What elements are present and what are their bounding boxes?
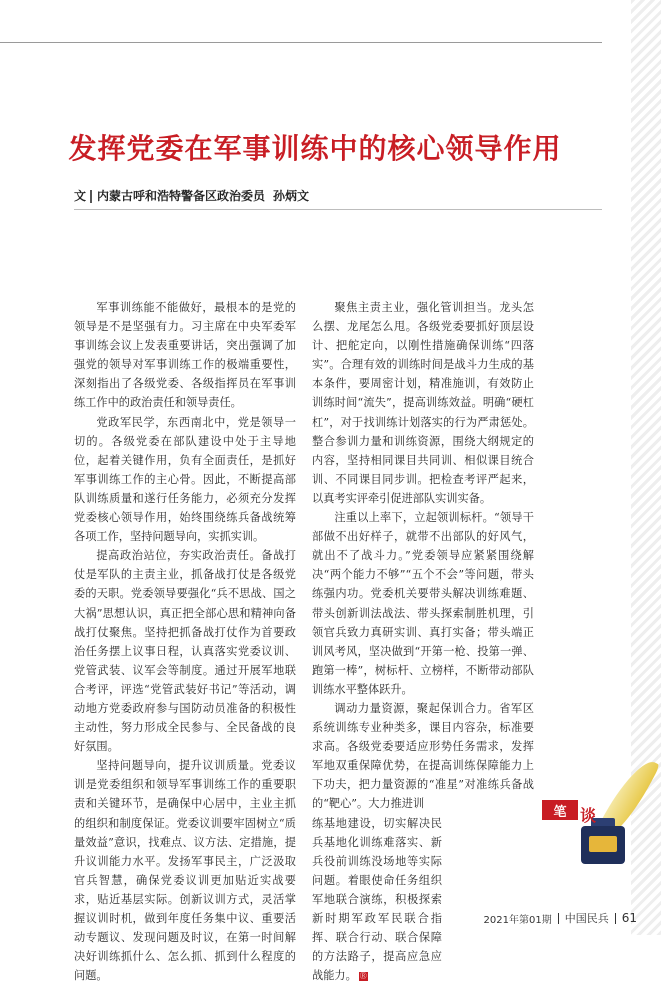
inkwell-label [589,836,617,852]
byline-marker: 文 [74,190,92,203]
author-name: 孙炳文 [273,189,310,203]
end-mark-icon: Ⓡ [359,972,367,981]
footer-divider [558,913,559,924]
badge-char-tan: 谈 [580,806,597,825]
paragraph-tail: 练基地建设，切实解决民兵基地化训练难落实、新兵役前训练没场地等实际问题。着眼使命任务组织军地联合演练，积极探索新时期军政军民联合指挥、联合行动、联合保障的方法路子，提高应急应战能力。 [312,816,442,983]
top-rule [0,42,602,43]
paragraph-continued [312,814,442,985]
page-footer [484,910,637,926]
magazine-name: 中国民兵 [564,912,609,925]
paragraph: 党政军民学，东西南北中，党是领导一切的。各级党委在部队建设中处于主导地位，起着关键作用，负有全面责任，是抓好军事训练工作的主心骨。因此，不断提高部队训练质量和遂行任务能力，必须充分发挥党委核心领导作用，始终围绕练兵备战统筹各项工作，坚持问题导向，实抓实训。 [74,415,296,544]
paragraph: 聚焦主责主业，强化管训担当。龙头怎么摆、龙尾怎么甩。各级党委要抓好顶层设计、把舵定向，以刚性措施确保训练“四落实”。合理有效的训练时间是战斗力生成的基本条件，要周密计划，精准施训，有效防止训练时间“流失”，提高训练效益。明确“硬杠杠”，对于找训练计划落实的行为严肃惩处。整合参训力量和训练资源，围绕大纲规定的内容，坚持相同课目共同训、相似课目统合训、不同课目同步训。把检查考评严起来，以真考实评牵引促进部队实训实备。 [312,301,534,505]
column-badge [523,748,641,868]
paragraph: 提高政治站位，夯实政治责任。备战打仗是军队的主责主业，抓备战打仗是各级党委的天职。党委领导要强化“兵不思战、国之大祸”思想认识，真正把全部心思和精神向备战打仗聚焦。坚持把抓备战打仗作为首要政治任务摆上议事日程，认真落实党委议训、党管武装、议军会等制度。通过开展军地联合考评，评选“党管武装好书记”等活动，调动地方党委政府参与国防动员准备的积极性主动性，努力形成全民参与、全民备战的良好氛围。 [74,549,296,754]
paragraph: 军事训练能不能做好，最根本的是党的领导是不是坚强有力。习主席在中央军委军事训练会议上发表重要讲话，突出强调了加强党的领导对军事训练工作的极端重要性，深刻指出了各级党委、各级指挥员在军事训练工作中的政治责任和领导责任。 [74,301,296,410]
byline [74,187,309,204]
paragraph: 调动力量资源，聚起保训合力。省军区系统训练专业种类多，课目内容杂，标准要求高。各级党委要适应形势任务需求，发挥军地双重保障优势，在提高训练保障能力上下功夫，把力量资源的“准星”对准练兵备战的“靶心”。大力推进训 [312,701,534,811]
article-title: 发挥党委在军事训练中的核心领导作用 [68,132,562,165]
author-title: 内蒙古呼和浩特警备区政治委员 [97,189,266,203]
paragraph: 注重以上率下，立起领训标杆。“领导干部做不出好样子，就带不出部队的好风气，就出不了战斗力。”党委领导应紧紧围绕解决“两个能力不够”“五个不会”等问题，带头练强内功。党委机关要带头解决训练难题、带头创新训法战法、带头探索制胜机理，引领官兵致力真研实训、真打实备；带头端正训风考风，坚决做到“开第一枪、投第一弹、跑第一棒”，树标杆、立榜样，不断带动部队训练水平整体跃升。 [312,511,534,696]
byline-rule [74,209,602,210]
badge-char-bi: 笔 [542,800,578,820]
right-column [312,298,534,985]
issue-label: 2021年第01期 [483,914,552,926]
paragraph: 坚持问题导向，提升议训质量。党委议训是党委组织和领导军事训练工作的重要职责和关键环节，是确保中心居中，主业主抓的组织和制度保证。党委议训要牢固树立“质量效益”意识，找难点、议方法、定措施，提升议训能力水平。发扬军事民主，广泛汲取官兵智慧，确保党委议训更加贴近实战要求，贴近基层实际。创新议训方式，灵活掌握议训时机，做到年度任务集中议、重要活动专题议、发现问题及时议，在第一时间解决好训练抓什么、怎么抓、抓到什么程度的问题。 [74,759,296,983]
left-column [74,298,296,985]
page-number: 61 [621,911,637,925]
footer-divider [615,913,616,924]
